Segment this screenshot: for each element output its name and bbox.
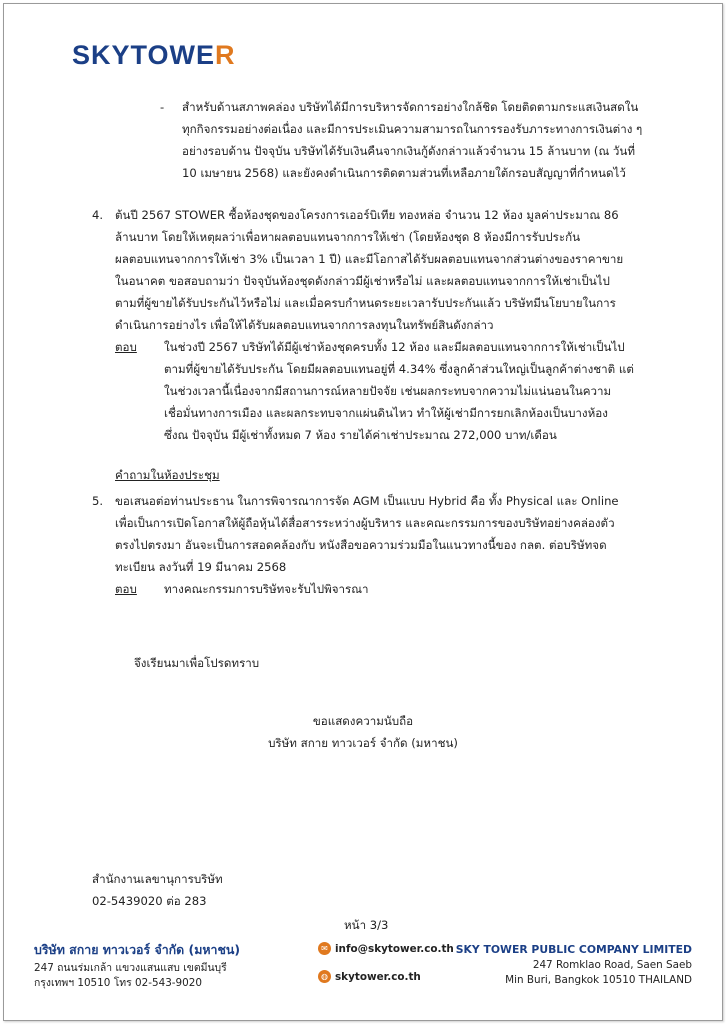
answer-label-4: ตอบ (115, 340, 137, 354)
text-line: ทุกกิจกรรมอย่างต่อเนื่อง และมีการประเมินความสามารถในการรองรับภาระทางการเงินต่าง ๆ (182, 122, 643, 136)
item-number-4: 4. (92, 208, 104, 222)
footer-address-thai-2: กรุงเทพฯ 10510 โทร 02-543-9020 (34, 977, 203, 989)
text-line: สำหรับด้านสภาพคล่อง บริษัทได้มีการบริหารจัดการอย่างใกล้ชิด โดยติดตามกระแสเงินสดใน (182, 100, 639, 114)
footer-website[interactable] (318, 970, 421, 983)
closing-text: จึงเรียนมาเพื่อโปรดทราบ (134, 656, 260, 670)
footer-company-thai: บริษัท สกาย ทาวเวอร์ จำกัด (มหาชน) (34, 942, 241, 957)
text-line: อย่างรอบด้าน ปัจจุบัน บริษัทได้รับเงินคืนจากเงินกู้ดังกล่าวแล้วจำนวน 15 ล้านบาท (ณ วันที่ (182, 144, 635, 158)
text-line: ตามที่ผู้ขายได้รับประกันไว้หรือไม่ และเมื่อครบกำหนดระยะเวลารับประกันแล้ว บริษัทมีนโยบายในการ (115, 296, 616, 310)
bullet-marker: - (160, 100, 165, 114)
text-line: ต้นปี 2567 STOWER ซื้อห้องชุดของโครงการเออร์บิเทีย ทองหล่อ จำนวน 12 ห้อง มูลค่าประมาณ 86 (115, 208, 619, 222)
globe-icon: ◍ (318, 970, 331, 983)
meeting-questions-heading: คำถามในห้องประชุม (115, 468, 220, 482)
question-4-paragraph (115, 204, 645, 336)
office-name: สำนักงานเลขานุการบริษัท (92, 872, 223, 886)
bullet-paragraph (182, 96, 652, 184)
text-line: ในช่วงปี 2567 บริษัทได้มีผู้เช่าห้องชุดครบทั้ง 12 ห้อง และมีผลตอบแทนจากการให้เช่าเป็นไป (164, 340, 625, 354)
footer-email[interactable] (318, 942, 454, 955)
text-line: ในอนาคต ขอสอบถามว่า ปัจจุบันห้องชุดดังกล่าวมีผู้เช่าหรือไม่ และผลตอบแทนจากการให้เช่าเป็นไป (115, 274, 610, 288)
email-icon: ✉ (318, 942, 331, 955)
footer-address-thai-1: 247 ถนนร่มเกล้า แขวงแสนแสบ เขตมีนบุรี (34, 962, 227, 974)
question-5-paragraph (115, 490, 645, 578)
document-page (3, 3, 723, 1021)
footer-website-text[interactable]: skytower.co.th (335, 970, 421, 983)
text-line: ล้านบาท โดยให้เหตุผลว่าเพื่อหาผลตอบแทนจากการให้เช่า (โดยห้องชุด 8 ห้องมีการรับประกัน (115, 230, 581, 244)
answer-4-paragraph (164, 336, 644, 446)
text-line: ผลตอบแทนจากการให้เช่า 3% เป็นเวลา 1 ปี) และมีโอกาสได้รับผลตอบแทนจากส่วนต่างของราคาขาย (115, 252, 624, 266)
regards-text: ขอแสดงความนับถือ (312, 714, 414, 728)
text-line: 10 เมษายน 2568) และยังคงดำเนินการติดตามส่วนที่เหลือภายใต้กรอบสัญญาที่กำหนดไว้ (182, 166, 626, 180)
page-number: หน้า 3/3 (344, 918, 389, 932)
answer-5-text: ทางคณะกรรมการบริษัทจะรับไปพิจารณา (164, 582, 369, 596)
text-line: ในช่วงเวลานี้เนื่องจากมีสถานการณ์หลายปัจจัย เช่นผลกระทบจากความไม่แน่นอนในความ (164, 384, 612, 398)
item-number-5: 5. (92, 494, 104, 508)
text-line: เพื่อเป็นการเปิดโอกาสให้ผู้ถือหุ้นได้สื่อสารระหว่างผู้บริหาร และคณะกรรมการของบริษัทอย่างคล่องตัว (115, 516, 615, 530)
text-line: ทะเบียน ลงวันที่ 19 มีนาคม 2568 (115, 560, 287, 574)
footer-address-english-2: Min Buri, Bangkok 10510 THAILAND (505, 974, 692, 986)
text-line: ตามที่ผู้ขายได้รับประกัน โดยมีผลตอบแทนอยู่ที่ 4.34% ซึ่งลูกค้าส่วนใหญ่เป็นลูกค้าต่างชาติ แต่ (164, 362, 634, 376)
text-line: ตรงไปตรงมา อันจะเป็นการสอดคล้องกับ หนังสือขอความร่วมมือในแนวทางนี้ของ กลต. ต่อบริษัทจด (115, 538, 607, 552)
text-line: ดำเนินการอย่างไร เพื่อให้ได้รับผลตอบแทนจากการลงทุนในทรัพย์สินดังกล่าว (115, 318, 494, 332)
answer-label-5: ตอบ (115, 582, 137, 596)
footer-company-english: SKY TOWER PUBLIC COMPANY LIMITED (455, 943, 692, 956)
footer-email-text[interactable]: info@skytower.co.th (335, 942, 454, 955)
text-line: ซึ่งณ ปัจจุบัน มีผู้เช่าทั้งหมด 7 ห้อง รายได้ค่าเช่าประมาณ 272,000 บาท/เดือน (164, 428, 557, 442)
office-phone: 02-5439020 ต่อ 283 (92, 894, 207, 908)
company-logo: SKYTOWER (72, 40, 236, 70)
signature-company: บริษัท สกาย ทาวเวอร์ จำกัด (มหาชน) (268, 736, 458, 750)
text-line: เชื่อมั่นทางการเมือง และผลกระทบจากแผ่นดินไหว ทำให้ผู้เช่ามีการยกเลิกห้องเป็นบางห้อง (164, 406, 608, 420)
footer-address-english-1: 247 Romklao Road, Saen Saeb (532, 959, 692, 971)
text-line: ขอเสนอต่อท่านประธาน ในการพิจารณาการจัด AGM เป็นแบบ Hybrid คือ ทั้ง Physical และ Online (115, 494, 619, 508)
